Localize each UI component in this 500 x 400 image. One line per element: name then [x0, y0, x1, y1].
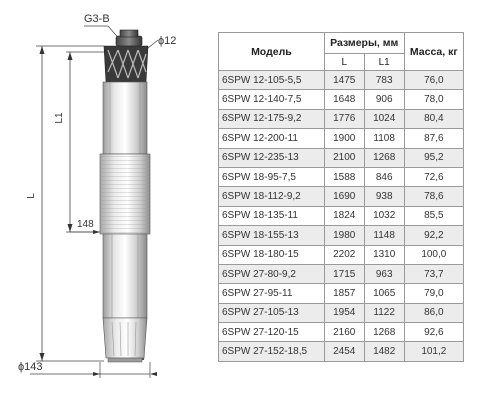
cell-l: 2100	[324, 148, 364, 167]
cell-mass: 92,6	[404, 323, 463, 342]
cell-l: 1475	[324, 71, 364, 90]
cell-l1: 1148	[364, 226, 404, 245]
table-row	[219, 129, 464, 148]
table-row	[219, 148, 464, 167]
cell-l: 1588	[324, 167, 364, 186]
table-row	[219, 206, 464, 225]
cable-callout	[148, 35, 176, 48]
table-row	[219, 245, 464, 264]
cell-model: 6SPW 18-155-13	[219, 226, 325, 245]
cell-l: 1648	[324, 90, 364, 109]
header-l: L	[324, 54, 364, 71]
cell-l1: 1482	[364, 342, 404, 361]
cell-l: 1690	[324, 187, 364, 206]
cell-model: 6SPW 27-105-13	[219, 303, 325, 322]
cell-l1: 783	[364, 71, 404, 90]
spec-table	[218, 32, 464, 362]
pump-drawing	[0, 0, 215, 400]
cell-model: 6SPW 12-140-7,5	[219, 90, 325, 109]
table-row	[219, 264, 464, 283]
cell-mass: 95,2	[404, 148, 463, 167]
cell-l: 2454	[324, 342, 364, 361]
table-body	[219, 71, 464, 362]
cell-model: 6SPW 18-112-9,2	[219, 187, 325, 206]
dimension-diameter	[18, 361, 157, 378]
intake-section	[100, 154, 150, 234]
pump-head	[104, 30, 148, 82]
cell-l: 2160	[324, 323, 364, 342]
cell-mass: 92,2	[404, 226, 463, 245]
length-label: L	[26, 193, 37, 199]
cell-l: 1900	[324, 129, 364, 148]
cell-model: 6SPW 12-235-13	[219, 148, 325, 167]
cell-mass: 78,6	[404, 187, 463, 206]
cell-mass: 79,0	[404, 284, 463, 303]
cell-model: 6SPW 12-200-11	[219, 129, 325, 148]
header-dimensions: Размеры, мм	[324, 33, 404, 54]
header-l1: L1	[364, 54, 404, 71]
cell-model: 6SPW 27-152-18,5	[219, 342, 325, 361]
cell-l1: 1108	[364, 129, 404, 148]
cell-mass: 100,0	[404, 245, 463, 264]
cell-model: 6SPW 12-175-9,2	[219, 109, 325, 128]
length1-label: L1	[54, 112, 65, 124]
cell-l: 1776	[324, 109, 364, 128]
cell-l1: 846	[364, 167, 404, 186]
dimension-l	[26, 46, 104, 361]
cell-mass: 85,5	[404, 206, 463, 225]
pump-section	[103, 82, 147, 154]
cell-mass: 78,0	[404, 90, 463, 109]
header-mass: Масса, кг	[404, 33, 463, 71]
cell-model: 6SPW 12-105-5,5	[219, 71, 325, 90]
cell-model: 6SPW 27-95-11	[219, 284, 325, 303]
cell-l: 2202	[324, 245, 364, 264]
cell-l1: 1122	[364, 303, 404, 322]
cell-model: 6SPW 18-95-7,5	[219, 167, 325, 186]
table-row	[219, 109, 464, 128]
cell-l1: 1268	[364, 148, 404, 167]
cell-mass: 101,2	[404, 342, 463, 361]
cell-mass: 76,0	[404, 71, 463, 90]
cell-l1: 938	[364, 187, 404, 206]
table-row	[219, 284, 464, 303]
cell-model: 6SPW 18-135-11	[219, 206, 325, 225]
cell-l: 1824	[324, 206, 364, 225]
cell-model: 6SPW 27-120-15	[219, 323, 325, 342]
table-row	[219, 71, 464, 90]
cell-l1: 1065	[364, 284, 404, 303]
cell-mass: 72,6	[404, 167, 463, 186]
cell-l: 1857	[324, 284, 364, 303]
table-header-row	[219, 33, 464, 54]
table-row	[219, 303, 464, 322]
cell-l1: 1310	[364, 245, 404, 264]
table-row	[219, 323, 464, 342]
cable-diameter-label: ϕ12	[158, 35, 177, 47]
thread-label: G3-B	[84, 13, 110, 25]
cell-l1: 906	[364, 90, 404, 109]
table-row	[219, 90, 464, 109]
cell-l: 1715	[324, 264, 364, 283]
table-row	[219, 226, 464, 245]
offset-label: 148	[77, 219, 94, 230]
cell-l: 1980	[324, 226, 364, 245]
cell-mass: 80,4	[404, 109, 463, 128]
cell-l1: 963	[364, 264, 404, 283]
cell-mass: 87,6	[404, 129, 463, 148]
table-row	[219, 342, 464, 361]
cell-model: 6SPW 27-80-9,2	[219, 264, 325, 283]
table-row	[219, 187, 464, 206]
body-diameter-label: ϕ143	[18, 361, 43, 373]
cell-l: 1954	[324, 303, 364, 322]
cell-mass: 73,7	[404, 264, 463, 283]
cell-l1: 1268	[364, 323, 404, 342]
dimension-offset	[70, 219, 100, 234]
cell-mass: 86,0	[404, 303, 463, 322]
cell-l1: 1024	[364, 109, 404, 128]
cell-l1: 1032	[364, 206, 404, 225]
table-row	[219, 167, 464, 186]
motor-section	[103, 234, 147, 362]
header-model: Модель	[219, 33, 325, 71]
cell-model: 6SPW 18-180-15	[219, 245, 325, 264]
